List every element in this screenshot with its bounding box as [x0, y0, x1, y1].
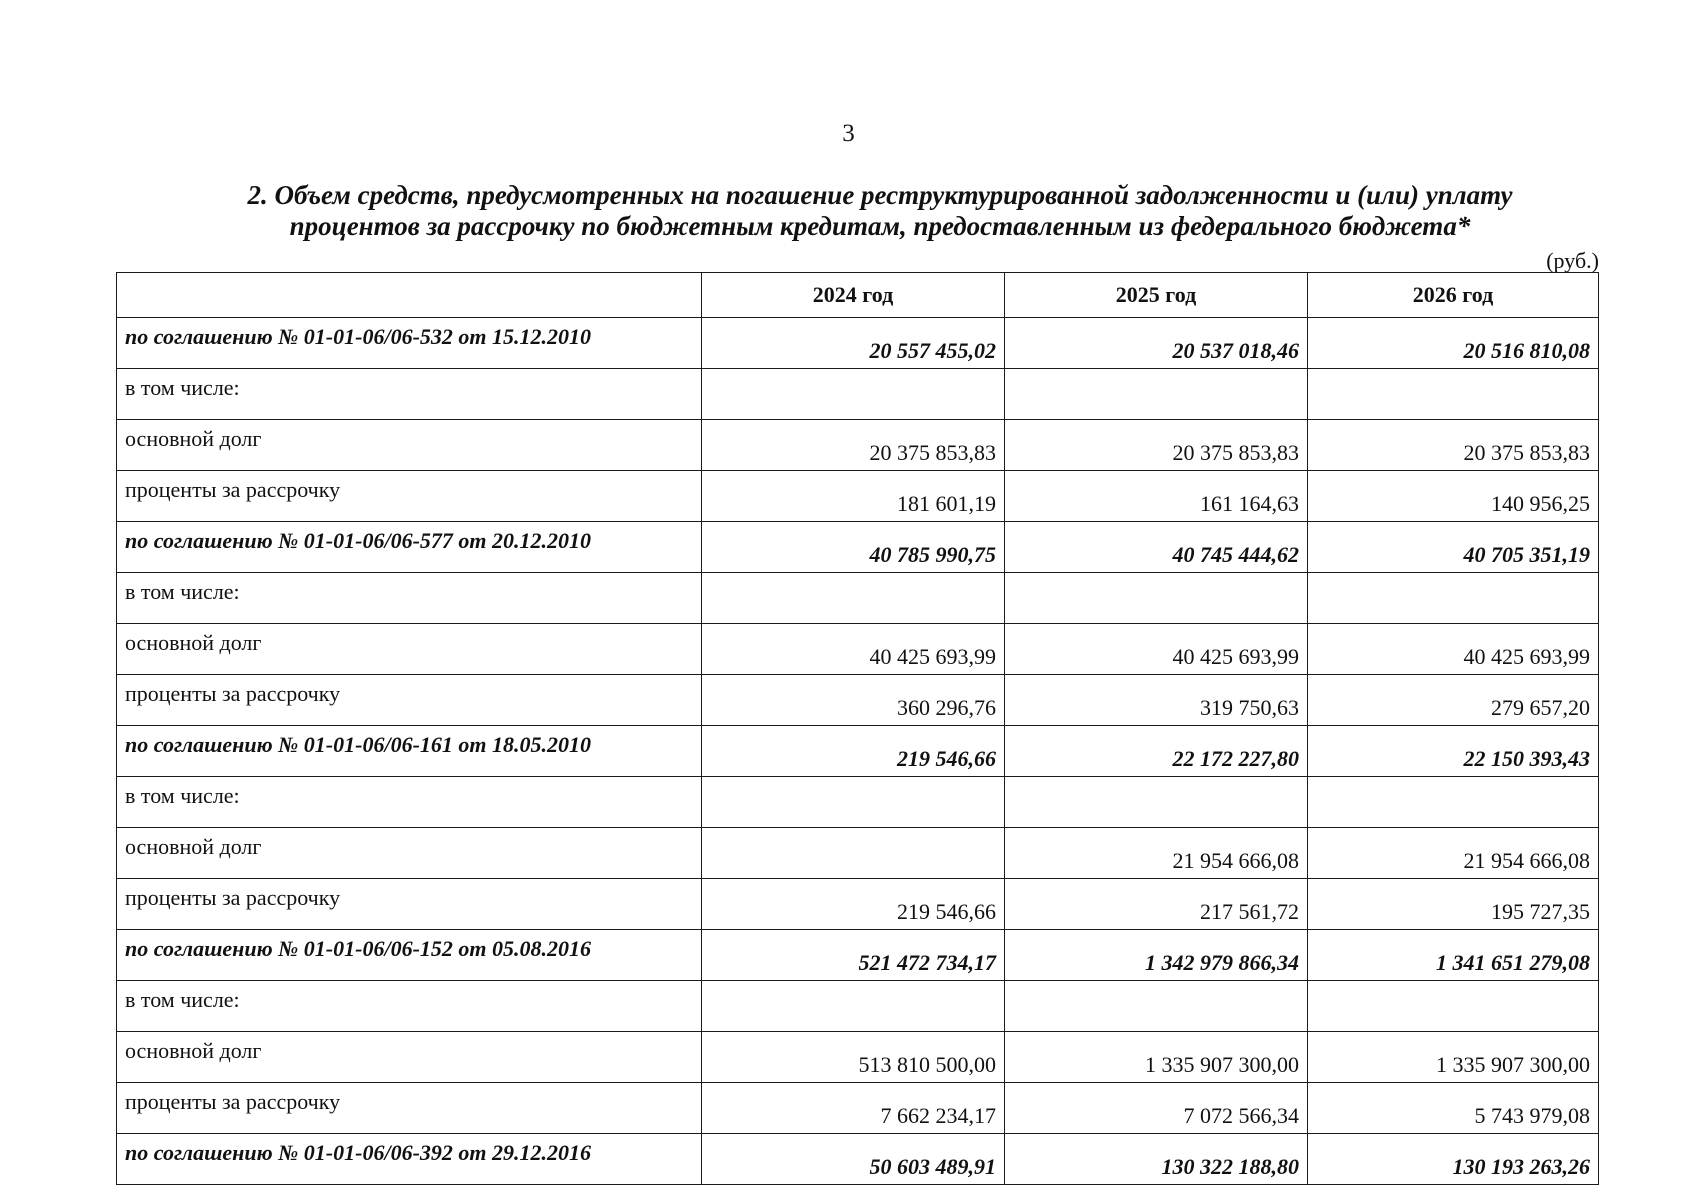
value-2024 [702, 573, 1005, 624]
value-2024: 7 662 234,17 [702, 1083, 1005, 1134]
value-2024 [702, 777, 1005, 828]
value-2024: 40 425 693,99 [702, 624, 1005, 675]
value-2026 [1308, 981, 1599, 1032]
value-2025: 130 322 188,80 [1005, 1134, 1308, 1185]
table-row [117, 1134, 1599, 1185]
value-2025: 21 954 666,08 [1005, 828, 1308, 879]
table-row [117, 318, 1599, 369]
row-label: в том числе: [117, 369, 702, 420]
value-2025 [1005, 573, 1308, 624]
row-label: по соглашению № 01-01-06/06-392 от 29.12.2016 [117, 1134, 702, 1185]
value-2025: 22 172 227,80 [1005, 726, 1308, 777]
value-2024: 20 375 853,83 [702, 420, 1005, 471]
value-2026: 279 657,20 [1308, 675, 1599, 726]
value-2025 [1005, 981, 1308, 1032]
value-2025: 319 750,63 [1005, 675, 1308, 726]
value-2025: 20 537 018,46 [1005, 318, 1308, 369]
value-2024 [702, 828, 1005, 879]
table-row [117, 981, 1599, 1032]
row-label: в том числе: [117, 777, 702, 828]
row-label: по соглашению № 01-01-06/06-152 от 05.08.2016 [117, 930, 702, 981]
value-2024: 521 472 734,17 [702, 930, 1005, 981]
table-row [117, 828, 1599, 879]
row-label: по соглашению № 01-01-06/06-577 от 20.12.2010 [117, 522, 702, 573]
value-2024: 360 296,76 [702, 675, 1005, 726]
row-label: основной долг [117, 624, 702, 675]
table-row [117, 726, 1599, 777]
value-2026 [1308, 369, 1599, 420]
value-2024: 40 785 990,75 [702, 522, 1005, 573]
value-2026: 20 375 853,83 [1308, 420, 1599, 471]
row-label: проценты за рассрочку [117, 471, 702, 522]
value-2025: 7 072 566,34 [1005, 1083, 1308, 1134]
row-label: основной долг [117, 420, 702, 471]
table-row [117, 522, 1599, 573]
value-2026 [1308, 777, 1599, 828]
unit-label: (руб.) [1546, 248, 1599, 273]
row-label: проценты за рассрочку [117, 675, 702, 726]
value-2025: 161 164,63 [1005, 471, 1308, 522]
table-row [117, 471, 1599, 522]
value-2026: 1 341 651 279,08 [1308, 930, 1599, 981]
table-row [117, 777, 1599, 828]
header-year-2025: 2025 год [1005, 273, 1308, 318]
table-row [117, 1083, 1599, 1134]
budget-table [116, 272, 1599, 1185]
page-number: 3 [842, 120, 855, 147]
table-row [117, 675, 1599, 726]
value-2026: 1 335 907 300,00 [1308, 1032, 1599, 1083]
value-2024: 50 603 489,91 [702, 1134, 1005, 1185]
value-2024: 513 810 500,00 [702, 1032, 1005, 1083]
value-2024: 181 601,19 [702, 471, 1005, 522]
value-2026: 40 425 693,99 [1308, 624, 1599, 675]
section-title-line-2: процентов за рассрочку по бюджетным кредитам, предоставленным из федерального бюджета* [289, 211, 1471, 241]
value-2024: 219 546,66 [702, 726, 1005, 777]
header-year-2024: 2024 год [702, 273, 1005, 318]
value-2025: 1 342 979 866,34 [1005, 930, 1308, 981]
table-header-row [117, 273, 1599, 318]
table-row [117, 1032, 1599, 1083]
value-2025: 20 375 853,83 [1005, 420, 1308, 471]
value-2024: 20 557 455,02 [702, 318, 1005, 369]
header-label-column [117, 273, 702, 318]
value-2025: 40 425 693,99 [1005, 624, 1308, 675]
section-title-line-1: 2. Объем средств, предусмотренных на погашение реструктурированной задолженности и (или) уплату [247, 180, 1513, 210]
table-row [117, 624, 1599, 675]
row-label: в том числе: [117, 981, 702, 1032]
value-2026: 140 956,25 [1308, 471, 1599, 522]
row-label: по соглашению № 01-01-06/06-161 от 18.05.2010 [117, 726, 702, 777]
row-label: проценты за рассрочку [117, 879, 702, 930]
value-2026: 22 150 393,43 [1308, 726, 1599, 777]
value-2026: 21 954 666,08 [1308, 828, 1599, 879]
row-label: по соглашению № 01-01-06/06-532 от 15.12.2010 [117, 318, 702, 369]
value-2026: 130 193 263,26 [1308, 1134, 1599, 1185]
section-title [170, 180, 1590, 242]
value-2024: 219 546,66 [702, 879, 1005, 930]
value-2025 [1005, 777, 1308, 828]
header-year-2026: 2026 год [1308, 273, 1599, 318]
row-label: в том числе: [117, 573, 702, 624]
value-2025: 40 745 444,62 [1005, 522, 1308, 573]
table-row [117, 879, 1599, 930]
value-2024 [702, 369, 1005, 420]
value-2026: 5 743 979,08 [1308, 1083, 1599, 1134]
table-row [117, 573, 1599, 624]
table-row [117, 420, 1599, 471]
value-2025: 1 335 907 300,00 [1005, 1032, 1308, 1083]
table-row [117, 369, 1599, 420]
row-label: проценты за рассрочку [117, 1083, 702, 1134]
value-2026: 195 727,35 [1308, 879, 1599, 930]
row-label: основной долг [117, 1032, 702, 1083]
value-2026: 20 516 810,08 [1308, 318, 1599, 369]
value-2025 [1005, 369, 1308, 420]
value-2026: 40 705 351,19 [1308, 522, 1599, 573]
row-label: основной долг [117, 828, 702, 879]
table-row [117, 930, 1599, 981]
value-2026 [1308, 573, 1599, 624]
value-2025: 217 561,72 [1005, 879, 1308, 930]
value-2024 [702, 981, 1005, 1032]
